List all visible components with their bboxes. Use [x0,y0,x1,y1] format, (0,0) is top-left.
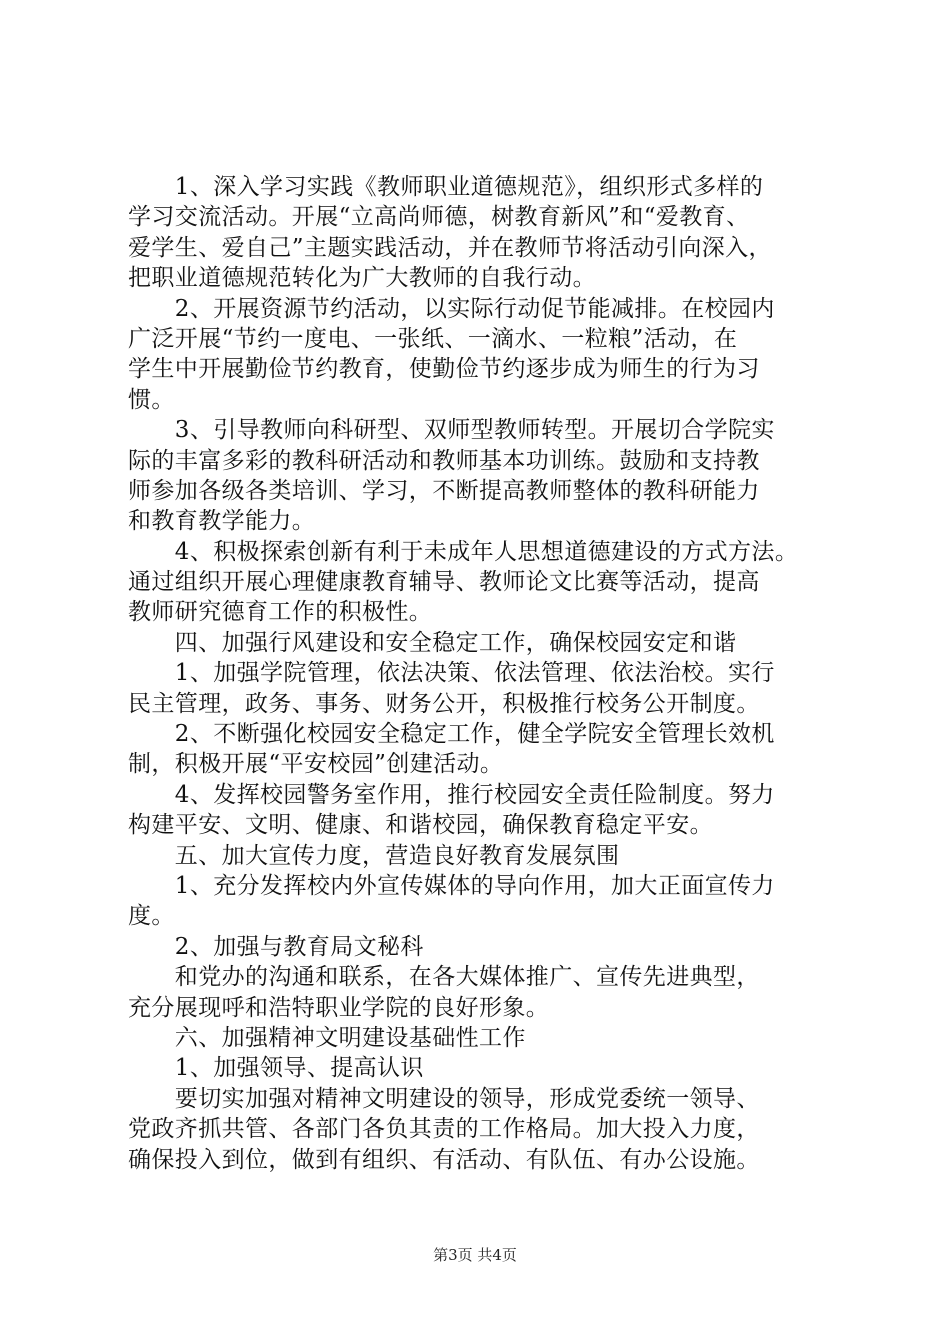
text-line: 师参加各级各类培训、学习，不断提高教师整体的教科研能力 [128,477,760,504]
text-line: 充分展现呼和浩特职业学院的良好形象。 [128,994,550,1021]
text-line: 2、加强与教育局文秘科 [128,933,424,960]
text-line: 党政齐抓共管、各部门各负其责的工作格局。加大投入力度， [128,1116,760,1143]
text-line: 2、不断强化校园安全稳定工作，健全学院安全管理长效机 [128,721,775,748]
text-line: 确保投入到位，做到有组织、有活动、有队伍、有办公设施。 [128,1146,760,1173]
text-line: 度。 [128,903,175,930]
text-line: 1、充分发挥校内外宣传媒体的导向作用，加大正面宣传力 [128,872,775,899]
text-line: 要切实加强对精神文明建设的领导，形成党委统一领导、 [128,1085,760,1112]
text-line: 教师研究德育工作的积极性。 [128,599,433,626]
text-line: 学习交流活动。开展“立高尚师德，树教育新风”和“爱教育、 [128,204,750,231]
page-footer: 第3页 共4页 [433,1246,517,1264]
text-line: 3、引导教师向科研型、双师型教师转型。开展切合学院实 [128,417,775,444]
section-heading: 五、加大宣传力度，营造良好教育发展氛围 [128,842,620,869]
text-line: 爱学生、爱自己”主题实践活动，并在教师节将活动引向深入， [128,234,772,261]
text-line: 学生中开展勤俭节约教育，使勤俭节约逐步成为师生的行为习 [128,356,760,383]
document-body [128,172,848,1175]
text-line: 2、开展资源节约活动，以实际行动促节能减排。在校园内 [128,295,775,322]
text-line: 和党办的沟通和联系，在各大媒体推广、宣传先进典型， [128,964,760,991]
text-line: 1、深入学习实践《教师职业道德规范》，组织形式多样的 [128,174,764,200]
text-line: 1、加强学院管理，依法决策、依法管理、依法治校。实行 [128,660,775,687]
text-line: 4、积极探索创新有利于未成年人思想道德建设的方式方法。 [128,538,799,565]
text-line: 4、发挥校园警务室作用，推行校园安全责任险制度。努力 [128,781,775,808]
section-heading: 四、加强行风建设和安全稳定工作，确保校园安定和谐 [128,629,737,656]
text-line: 惯。 [128,386,175,413]
text-line: 制，积极开展“平安校园”创建活动。 [128,751,504,778]
section-heading: 六、加强精神文明建设基础性工作 [128,1024,526,1051]
text-line: 构建平安、文明、健康、和谐校园，确保教育稳定平安。 [128,812,713,839]
text-line: 和教育教学能力。 [128,508,316,535]
text-line: 把职业道德规范转化为广大教师的自我行动。 [128,265,596,292]
text-line: 民主管理，政务、事务、财务公开，积极推行校务公开制度。 [128,690,760,717]
text-line: 广泛开展“节约一度电、一张纸、一滴水、一粒粮”活动，在 [128,325,738,352]
text-line: 1、加强领导、提高认识 [128,1055,424,1082]
text-line: 通过组织开展心理健康教育辅导、教师论文比赛等活动，提高 [128,569,760,596]
text-line: 际的丰富多彩的教科研活动和教师基本功训练。鼓励和支持教 [128,447,760,474]
